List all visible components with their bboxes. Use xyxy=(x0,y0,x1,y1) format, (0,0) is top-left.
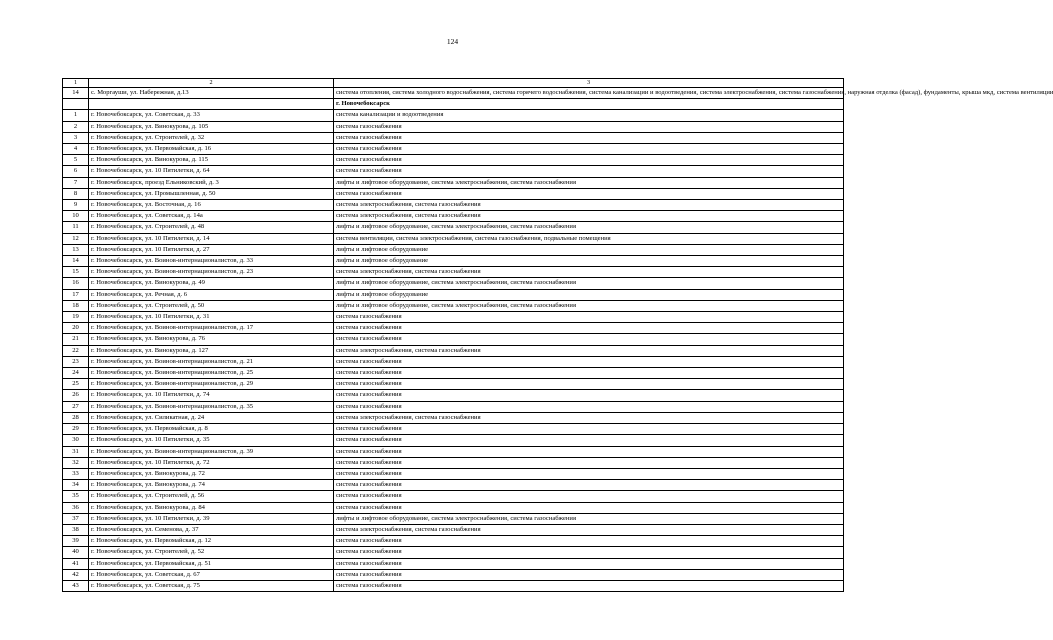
row-number: 11 xyxy=(63,222,89,233)
row-work: система газоснабжения xyxy=(334,132,844,143)
row-address: г. Новочебоксарск, ул. 10 Пятилетки, д. 27 xyxy=(89,244,334,255)
row-address: г. Новочебоксарск, ул. Воинов-интернационалистов, д. 35 xyxy=(89,401,334,412)
table-row xyxy=(63,401,844,412)
table-row xyxy=(63,244,844,255)
row-work: лифты и лифтовое оборудование, система электроснабжения, система газоснабжения xyxy=(334,177,844,188)
row-number: 37 xyxy=(63,513,89,524)
row-address: г. Новочебоксарск, ул. 10 Пятилетки, д. 39 xyxy=(89,513,334,524)
row-address: г. Новочебоксарск, ул. Промышленная, д. 50 xyxy=(89,188,334,199)
row-work: система газоснабжения xyxy=(334,379,844,390)
table-row xyxy=(63,558,844,569)
header-col-1: 1 xyxy=(63,79,89,88)
table-row xyxy=(63,110,844,121)
row-address: г. Новочебоксарск, ул. 10 Пятилетки, д. 74 xyxy=(89,390,334,401)
row-number: 34 xyxy=(63,480,89,491)
row-address: г. Новочебоксарск, ул. Строителей, д. 32 xyxy=(89,132,334,143)
row-address: г. Новочебоксарск, ул. Винокурова, д. 76 xyxy=(89,334,334,345)
row-address: г. Новочебоксарск, ул. Винокурова, д. 49 xyxy=(89,278,334,289)
row-address: г. Новочебоксарск, ул. Советская, д. 33 xyxy=(89,110,334,121)
row-work: система газоснабжения xyxy=(334,558,844,569)
row-number: 26 xyxy=(63,390,89,401)
row-work: система газоснабжения xyxy=(334,144,844,155)
row-work: лифты и лифтовое оборудование xyxy=(334,289,844,300)
page-number: 124 xyxy=(446,37,459,46)
table-row xyxy=(63,356,844,367)
row-work: система газоснабжения xyxy=(334,188,844,199)
row-work: система газоснабжения xyxy=(334,435,844,446)
table-row xyxy=(63,345,844,356)
table-row xyxy=(63,547,844,558)
row-work: система газоснабжения xyxy=(334,401,844,412)
row-number: 4 xyxy=(63,144,89,155)
row-address: г. Новочебоксарск, ул. 10 Пятилетки, д. 31 xyxy=(89,312,334,323)
row-work: система газоснабжения xyxy=(334,166,844,177)
table-row xyxy=(63,121,844,132)
table-row xyxy=(63,491,844,502)
row-number: 14 xyxy=(63,256,89,267)
row-work: система электроснабжения, система газоснабжения xyxy=(334,345,844,356)
row-work: система газоснабжения xyxy=(334,536,844,547)
row-work: лифты и лифтовое оборудование, система электроснабжения, система газоснабжения xyxy=(334,300,844,311)
table-row xyxy=(63,177,844,188)
table-row xyxy=(63,278,844,289)
row-address: г. Новочебоксарск, ул. 10 Пятилетки, д. 72 xyxy=(89,457,334,468)
row-work: система электроснабжения, система газоснабжения xyxy=(334,267,844,278)
row-address: г. Новочебоксарск, ул. Винокурова, д. 127 xyxy=(89,345,334,356)
table-row xyxy=(63,379,844,390)
row-work: система газоснабжения xyxy=(334,323,844,334)
row-work: система газоснабжения xyxy=(334,580,844,591)
row-address: г. Новочебоксарск, ул. Воинов-интернационалистов, д. 29 xyxy=(89,379,334,390)
row-address: г. Новочебоксарск, ул. Воинов-интернационалистов, д. 33 xyxy=(89,256,334,267)
row-address: г. Новочебоксарск, ул. Восточная, д. 16 xyxy=(89,200,334,211)
row-work: система электроснабжения, система газоснабжения xyxy=(334,211,844,222)
row-number: 28 xyxy=(63,412,89,423)
table-row xyxy=(63,390,844,401)
row-number: 38 xyxy=(63,524,89,535)
row-address: г. Новочебоксарск, проезд Ельниковский, д. 3 xyxy=(89,177,334,188)
row-number: 5 xyxy=(63,155,89,166)
table-row xyxy=(63,323,844,334)
table-row xyxy=(63,513,844,524)
row-number: 22 xyxy=(63,345,89,356)
row-address: г. Новочебоксарск, ул. Первомайская, д. 12 xyxy=(89,536,334,547)
row-work: лифты и лифтовое оборудование, система электроснабжения, система газоснабжения xyxy=(334,222,844,233)
table-row xyxy=(63,267,844,278)
row-address: г. Новочебоксарск, ул. Речная, д. 6 xyxy=(89,289,334,300)
row-number: 10 xyxy=(63,211,89,222)
row-work: система газоснабжения xyxy=(334,547,844,558)
row-number: 8 xyxy=(63,188,89,199)
table-row xyxy=(63,166,844,177)
row-work: система газоснабжения xyxy=(334,446,844,457)
row-address: г. Новочебоксарск, ул. Винокурова, д. 115 xyxy=(89,155,334,166)
table-row xyxy=(63,536,844,547)
row-address: г. Новочебоксарск, ул. Советская, д. 14а xyxy=(89,211,334,222)
table-row xyxy=(63,300,844,311)
row-address: г. Новочебоксарск, ул. Семенова, д. 37 xyxy=(89,524,334,535)
row-address: г. Новочебоксарск, ул. Воинов-интернационалистов, д. 23 xyxy=(89,267,334,278)
row-address: г. Новочебоксарск, ул. 10 Пятилетки, д. 35 xyxy=(89,435,334,446)
row-number: 39 xyxy=(63,536,89,547)
table-row xyxy=(63,211,844,222)
row-address: г. Новочебоксарск, ул. Винокурова, д. 84 xyxy=(89,502,334,513)
row-number: 17 xyxy=(63,289,89,300)
row-work: система канализации и водоотведения xyxy=(334,110,844,121)
document-table xyxy=(62,78,1053,592)
row-work: система электроснабжения, система газоснабжения xyxy=(334,200,844,211)
row-address: г. Новочебоксарск, ул. Воинов-интернационалистов, д. 17 xyxy=(89,323,334,334)
row-number: 23 xyxy=(63,356,89,367)
table-row xyxy=(63,289,844,300)
row-work: система газоснабжения xyxy=(334,155,844,166)
table-row xyxy=(63,233,844,244)
row-address: г. Новочебоксарск, ул. Винокурова, д. 74 xyxy=(89,480,334,491)
row-number: 32 xyxy=(63,457,89,468)
row-number: 29 xyxy=(63,424,89,435)
header-col-3: 3 xyxy=(334,79,844,88)
row-work: система газоснабжения xyxy=(334,121,844,132)
table-row xyxy=(63,368,844,379)
row-work: система газоснабжения xyxy=(334,502,844,513)
row-work: система газоснабжения xyxy=(334,424,844,435)
row-work: система отопления, система холодного водоснабжения, система горячего водоснабжения, система канализации и водоотведения, система электроснабжения, система газоснабжения, наружная отделка (фасад), фундаменты, крыша мкд, система вентиляции xyxy=(334,88,844,99)
row-address: г. Новочебоксарск, ул. Винокурова, д. 72 xyxy=(89,468,334,479)
city-empty-cell xyxy=(89,99,334,110)
row-number: 20 xyxy=(63,323,89,334)
table-row xyxy=(63,502,844,513)
row-address: г. Новочебоксарск, ул. Первомайская, д. 8 xyxy=(89,424,334,435)
table-row xyxy=(63,412,844,423)
row-work: лифты и лифтовое оборудование, система электроснабжения, система газоснабжения xyxy=(334,513,844,524)
row-number: 41 xyxy=(63,558,89,569)
row-work: система электроснабжения, система газоснабжения xyxy=(334,524,844,535)
table-row xyxy=(63,88,844,99)
table-row xyxy=(63,200,844,211)
table-row xyxy=(63,155,844,166)
row-work: система вентиляции, система электроснабжения, система газоснабжения, подвальные помещения xyxy=(334,233,844,244)
row-address: г. Новочебоксарск, ул. Винокурова, д. 105 xyxy=(89,121,334,132)
table-row xyxy=(63,424,844,435)
row-number: 43 xyxy=(63,580,89,591)
row-work: система газоснабжения xyxy=(334,390,844,401)
table-row xyxy=(63,569,844,580)
row-work: система газоснабжения xyxy=(334,468,844,479)
row-number: 24 xyxy=(63,368,89,379)
row-number: 6 xyxy=(63,166,89,177)
row-work: лифты и лифтовое оборудование xyxy=(334,244,844,255)
row-number: 31 xyxy=(63,446,89,457)
row-number: 16 xyxy=(63,278,89,289)
row-number: 19 xyxy=(63,312,89,323)
table-body xyxy=(63,79,1053,592)
row-address: г. Новочебоксарск, ул. Строителей, д. 48 xyxy=(89,222,334,233)
table-row xyxy=(63,480,844,491)
row-address: г. Новочебоксарск, ул. Воинов-интернационалистов, д. 25 xyxy=(89,368,334,379)
row-address: г. Новочебоксарск, ул. Строителей, д. 50 xyxy=(89,300,334,311)
table-row xyxy=(63,334,844,345)
row-number: 33 xyxy=(63,468,89,479)
table-row xyxy=(63,580,844,591)
row-work: система газоснабжения xyxy=(334,368,844,379)
table-row xyxy=(63,132,844,143)
row-number: 3 xyxy=(63,132,89,143)
row-number: 30 xyxy=(63,435,89,446)
row-number: 7 xyxy=(63,177,89,188)
row-address: г. Новочебоксарск, ул. Воинов-интернационалистов, д. 39 xyxy=(89,446,334,457)
table-row xyxy=(63,222,844,233)
row-address: г. Новочебоксарск, ул. Советская, д. 75 xyxy=(89,580,334,591)
row-address: г. Новочебоксарск, ул. Первомайская, д. 51 xyxy=(89,558,334,569)
row-work: система газоснабжения xyxy=(334,334,844,345)
row-address: г. Новочебоксарск, ул. 10 Пятилетки, д. 14 xyxy=(89,233,334,244)
row-work: лифты и лифтовое оборудование, система электроснабжения, система газоснабжения xyxy=(334,278,844,289)
table-row xyxy=(63,446,844,457)
row-work: система газоснабжения xyxy=(334,356,844,367)
row-number: 35 xyxy=(63,491,89,502)
row-number: 42 xyxy=(63,569,89,580)
header-col-2: 2 xyxy=(89,79,334,88)
row-work: система газоснабжения xyxy=(334,480,844,491)
row-number: 9 xyxy=(63,200,89,211)
row-number: 13 xyxy=(63,244,89,255)
row-number: 40 xyxy=(63,547,89,558)
row-number: 27 xyxy=(63,401,89,412)
row-number: 1 xyxy=(63,110,89,121)
table-row xyxy=(63,188,844,199)
row-address: с. Моргауши, ул. Набережная, д.13 xyxy=(89,88,334,99)
city-heading: г. Новочебоксарск xyxy=(334,99,844,110)
row-number: 15 xyxy=(63,267,89,278)
row-number: 36 xyxy=(63,502,89,513)
row-address: г. Новочебоксарск, ул. Первомайская, д. 16 xyxy=(89,144,334,155)
table-row xyxy=(63,312,844,323)
row-work: лифты и лифтовое оборудование xyxy=(334,256,844,267)
row-work: система газоснабжения xyxy=(334,312,844,323)
row-address: г. Новочебоксарск, ул. Советская, д. 67 xyxy=(89,569,334,580)
table-row xyxy=(63,457,844,468)
row-number: 2 xyxy=(63,121,89,132)
row-number: 14 xyxy=(63,88,89,99)
row-work: система газоснабжения xyxy=(334,491,844,502)
row-address: г. Новочебоксарск, ул. Воинов-интернационалистов, д. 21 xyxy=(89,356,334,367)
table-row xyxy=(63,524,844,535)
row-number: 18 xyxy=(63,300,89,311)
table-row xyxy=(63,435,844,446)
row-address: г. Новочебоксарск, ул. Строителей, д. 56 xyxy=(89,491,334,502)
row-address: г. Новочебоксарск, ул. Силикатная, д. 24 xyxy=(89,412,334,423)
row-address: г. Новочебоксарск, ул. Строителей, д. 52 xyxy=(89,547,334,558)
city-section-row xyxy=(63,99,844,110)
row-work: система газоснабжения xyxy=(334,569,844,580)
table-header-row xyxy=(63,79,844,88)
row-number: 21 xyxy=(63,334,89,345)
row-work: система электроснабжения, система газоснабжения xyxy=(334,412,844,423)
table-row xyxy=(63,468,844,479)
row-number: 25 xyxy=(63,379,89,390)
table-row xyxy=(63,144,844,155)
row-number: 12 xyxy=(63,233,89,244)
table-row xyxy=(63,256,844,267)
row-address: г. Новочебоксарск, ул. 10 Пятилетки, д. 64 xyxy=(89,166,334,177)
city-empty-cell xyxy=(63,99,89,110)
row-work: система газоснабжения xyxy=(334,457,844,468)
